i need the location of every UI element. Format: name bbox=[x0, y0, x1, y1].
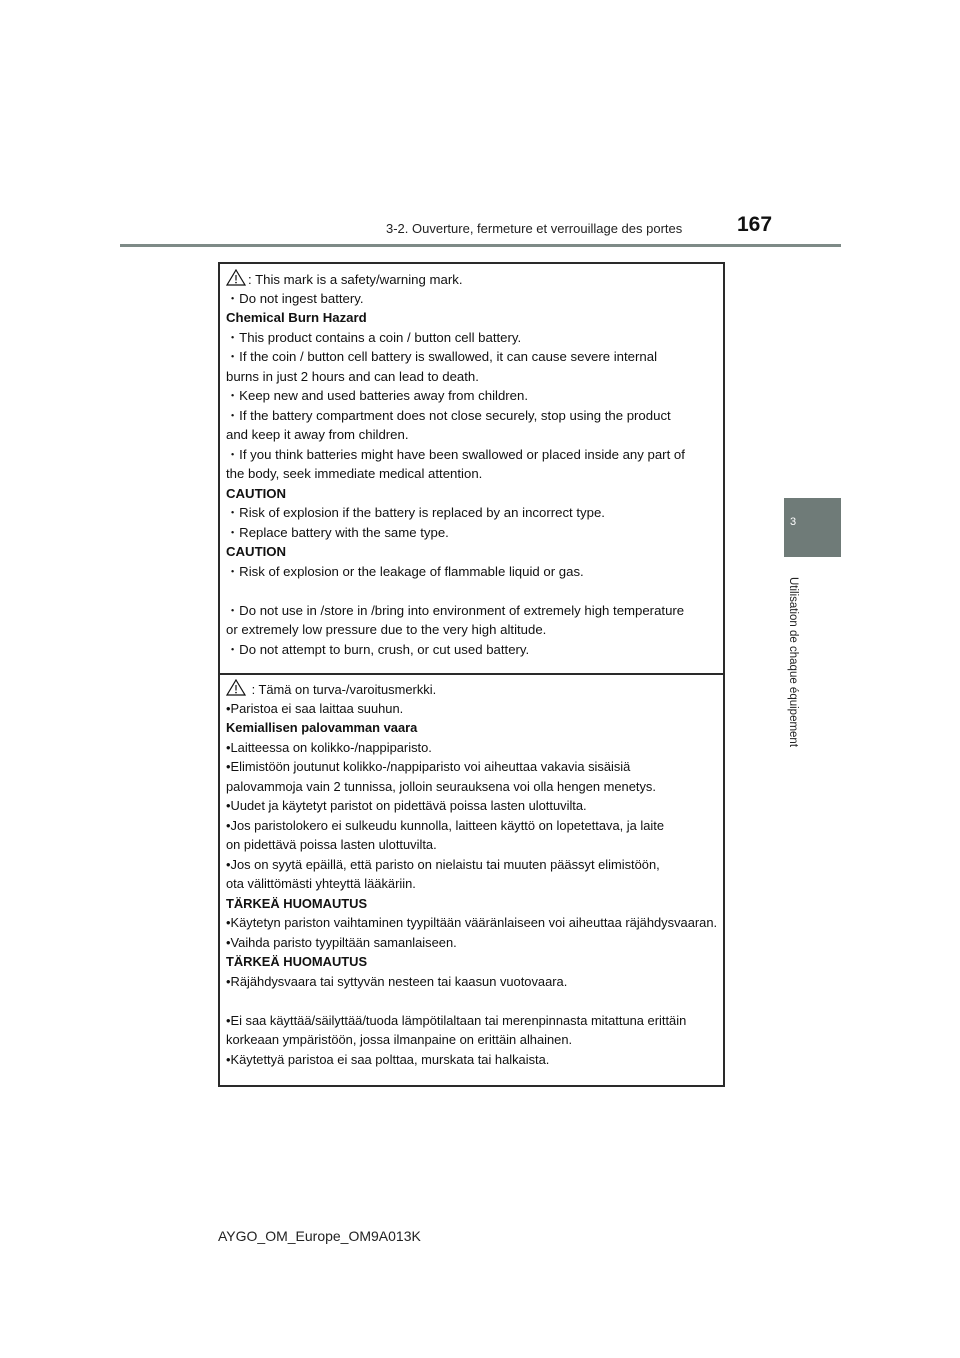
warning-text-line: ・If the battery compartment does not close securely, stop using the product bbox=[226, 407, 671, 423]
finnish-text-lines bbox=[226, 699, 721, 1070]
warning-text-line: •Ei saa käyttää/säilyttää/tuoda lämpötilaltaan tai merenpinnasta mitattuna erittäin bbox=[226, 1012, 687, 1028]
warning-heading: Chemical Burn Hazard bbox=[226, 310, 367, 325]
warning-text-line: •Jos paristolokero ei sulkeudu kunnolla, laitteen käyttö on lopetettava, ja laite bbox=[226, 817, 665, 833]
warning-text-line: korkeaan ympäristöön, jossa ilmanpaine on erittäin alhainen. bbox=[226, 1032, 573, 1047]
warning-text-line: or extremely low pressure due to the very high altitude. bbox=[226, 622, 547, 637]
warning-text-line: •Jos on syytä epäillä, että paristo on nielaistu tai muuten päässyt elimistöön, bbox=[226, 856, 660, 872]
chapter-number: 3 bbox=[790, 516, 797, 528]
warning-text-line: ・Do not attempt to burn, crush, or cut used battery. bbox=[226, 641, 530, 657]
finnish-warning-section bbox=[226, 679, 721, 1069]
spacer-line bbox=[226, 581, 721, 601]
chapter-side-label bbox=[776, 566, 810, 758]
warning-text-line: ・Keep new and used batteries away from children. bbox=[226, 388, 529, 403]
document-code: AYGO_OM_Europe_OM9A013K bbox=[218, 1228, 421, 1244]
section-title: 3-2. Ouverture, fermeture et verrouillage des portes bbox=[386, 221, 683, 236]
warning-text-line: ota välittömästi yhteyttä lääkäriin. bbox=[226, 876, 416, 891]
warning-text-line: ・If you think batteries might have been swallowed or placed inside any part of bbox=[226, 446, 685, 462]
english-mark-line bbox=[226, 269, 721, 289]
warning-triangle-icon bbox=[226, 679, 246, 696]
warning-heading: CAUTION bbox=[226, 544, 287, 559]
warning-text-line: •Räjähdysvaara tai syttyvän nesteen tai kaasun vuotovaara. bbox=[226, 973, 568, 989]
warning-text-line: on pidettävä poissa lasten ulottuvilta. bbox=[226, 837, 437, 852]
warning-text-line: ・Do not ingest battery. bbox=[226, 290, 364, 306]
warning-heading: Kemiallisen palovamman vaara bbox=[226, 720, 418, 735]
battery-warning-box bbox=[218, 262, 725, 1087]
spacer-line bbox=[226, 991, 721, 1011]
english-mark-text: : This mark is a safety/warning mark. bbox=[248, 272, 463, 287]
warning-text-line: •Laitteessa on kolikko-/nappiparisto. bbox=[226, 739, 432, 755]
chapter-tab bbox=[784, 498, 841, 557]
warning-text-line: ・Risk of explosion if the battery is replaced by an incorrect type. bbox=[226, 505, 605, 520]
warning-text-line: ・This product contains a coin / button cell battery. bbox=[226, 329, 522, 345]
finnish-mark-text: : Tämä on turva-/varoitusmerkki. bbox=[248, 682, 437, 697]
warning-heading: TÄRKEÄ HUOMAUTUS bbox=[226, 954, 368, 969]
warning-text-line: •Käytetyn pariston vaihtaminen tyypiltään vääränlaiseen voi aiheuttaa räjähdysvaaran. bbox=[226, 915, 718, 930]
warning-text-line: •Käytettyä paristoa ei saa polttaa, murskata tai halkaista. bbox=[226, 1051, 550, 1067]
warning-text-line: •Elimistöön joutunut kolikko-/nappiparisto voi aiheuttaa vakavia sisäisiä bbox=[226, 759, 631, 774]
warning-text-line: burns in just 2 hours and can lead to death. bbox=[226, 368, 479, 384]
warning-text-line: •Vaihda paristo tyypiltään samanlaiseen. bbox=[226, 934, 457, 950]
finnish-mark-line bbox=[226, 679, 721, 699]
warning-text-line: the body, seek immediate medical attention. bbox=[226, 466, 483, 481]
warning-text-line: •Uudet ja käytetyt paristot on pidettävä poissa lasten ulottuvilta. bbox=[226, 798, 587, 813]
english-warning-section bbox=[226, 269, 721, 659]
page-number: 167 bbox=[737, 213, 773, 236]
english-text-lines bbox=[226, 289, 721, 660]
warning-text-line: and keep it away from children. bbox=[226, 427, 409, 442]
header-divider bbox=[120, 244, 841, 247]
warning-triangle-icon bbox=[226, 269, 246, 286]
warning-text-line: ・If the coin / button cell battery is swallowed, it can cause severe internal bbox=[226, 349, 658, 364]
warning-text-line: ・Replace battery with the same type. bbox=[226, 524, 449, 540]
section-divider bbox=[220, 673, 723, 675]
warning-text-line: ・Do not use in /store in /bring into environment of extremely high temperature bbox=[226, 602, 685, 618]
warning-heading: CAUTION bbox=[226, 485, 287, 501]
warning-heading: TÄRKEÄ HUOMAUTUS bbox=[226, 895, 368, 911]
warning-text-line: •Paristoa ei saa laittaa suuhun. bbox=[226, 700, 404, 716]
warning-text-line: palovammoja vain 2 tunnissa, jolloin seurauksena voi olla hengen menetys. bbox=[226, 778, 656, 794]
chapter-side-title: Utilisation de chaque équipement bbox=[787, 576, 799, 748]
warning-text-line: ・Risk of explosion or the leakage of flammable liquid or gas. bbox=[226, 563, 584, 579]
